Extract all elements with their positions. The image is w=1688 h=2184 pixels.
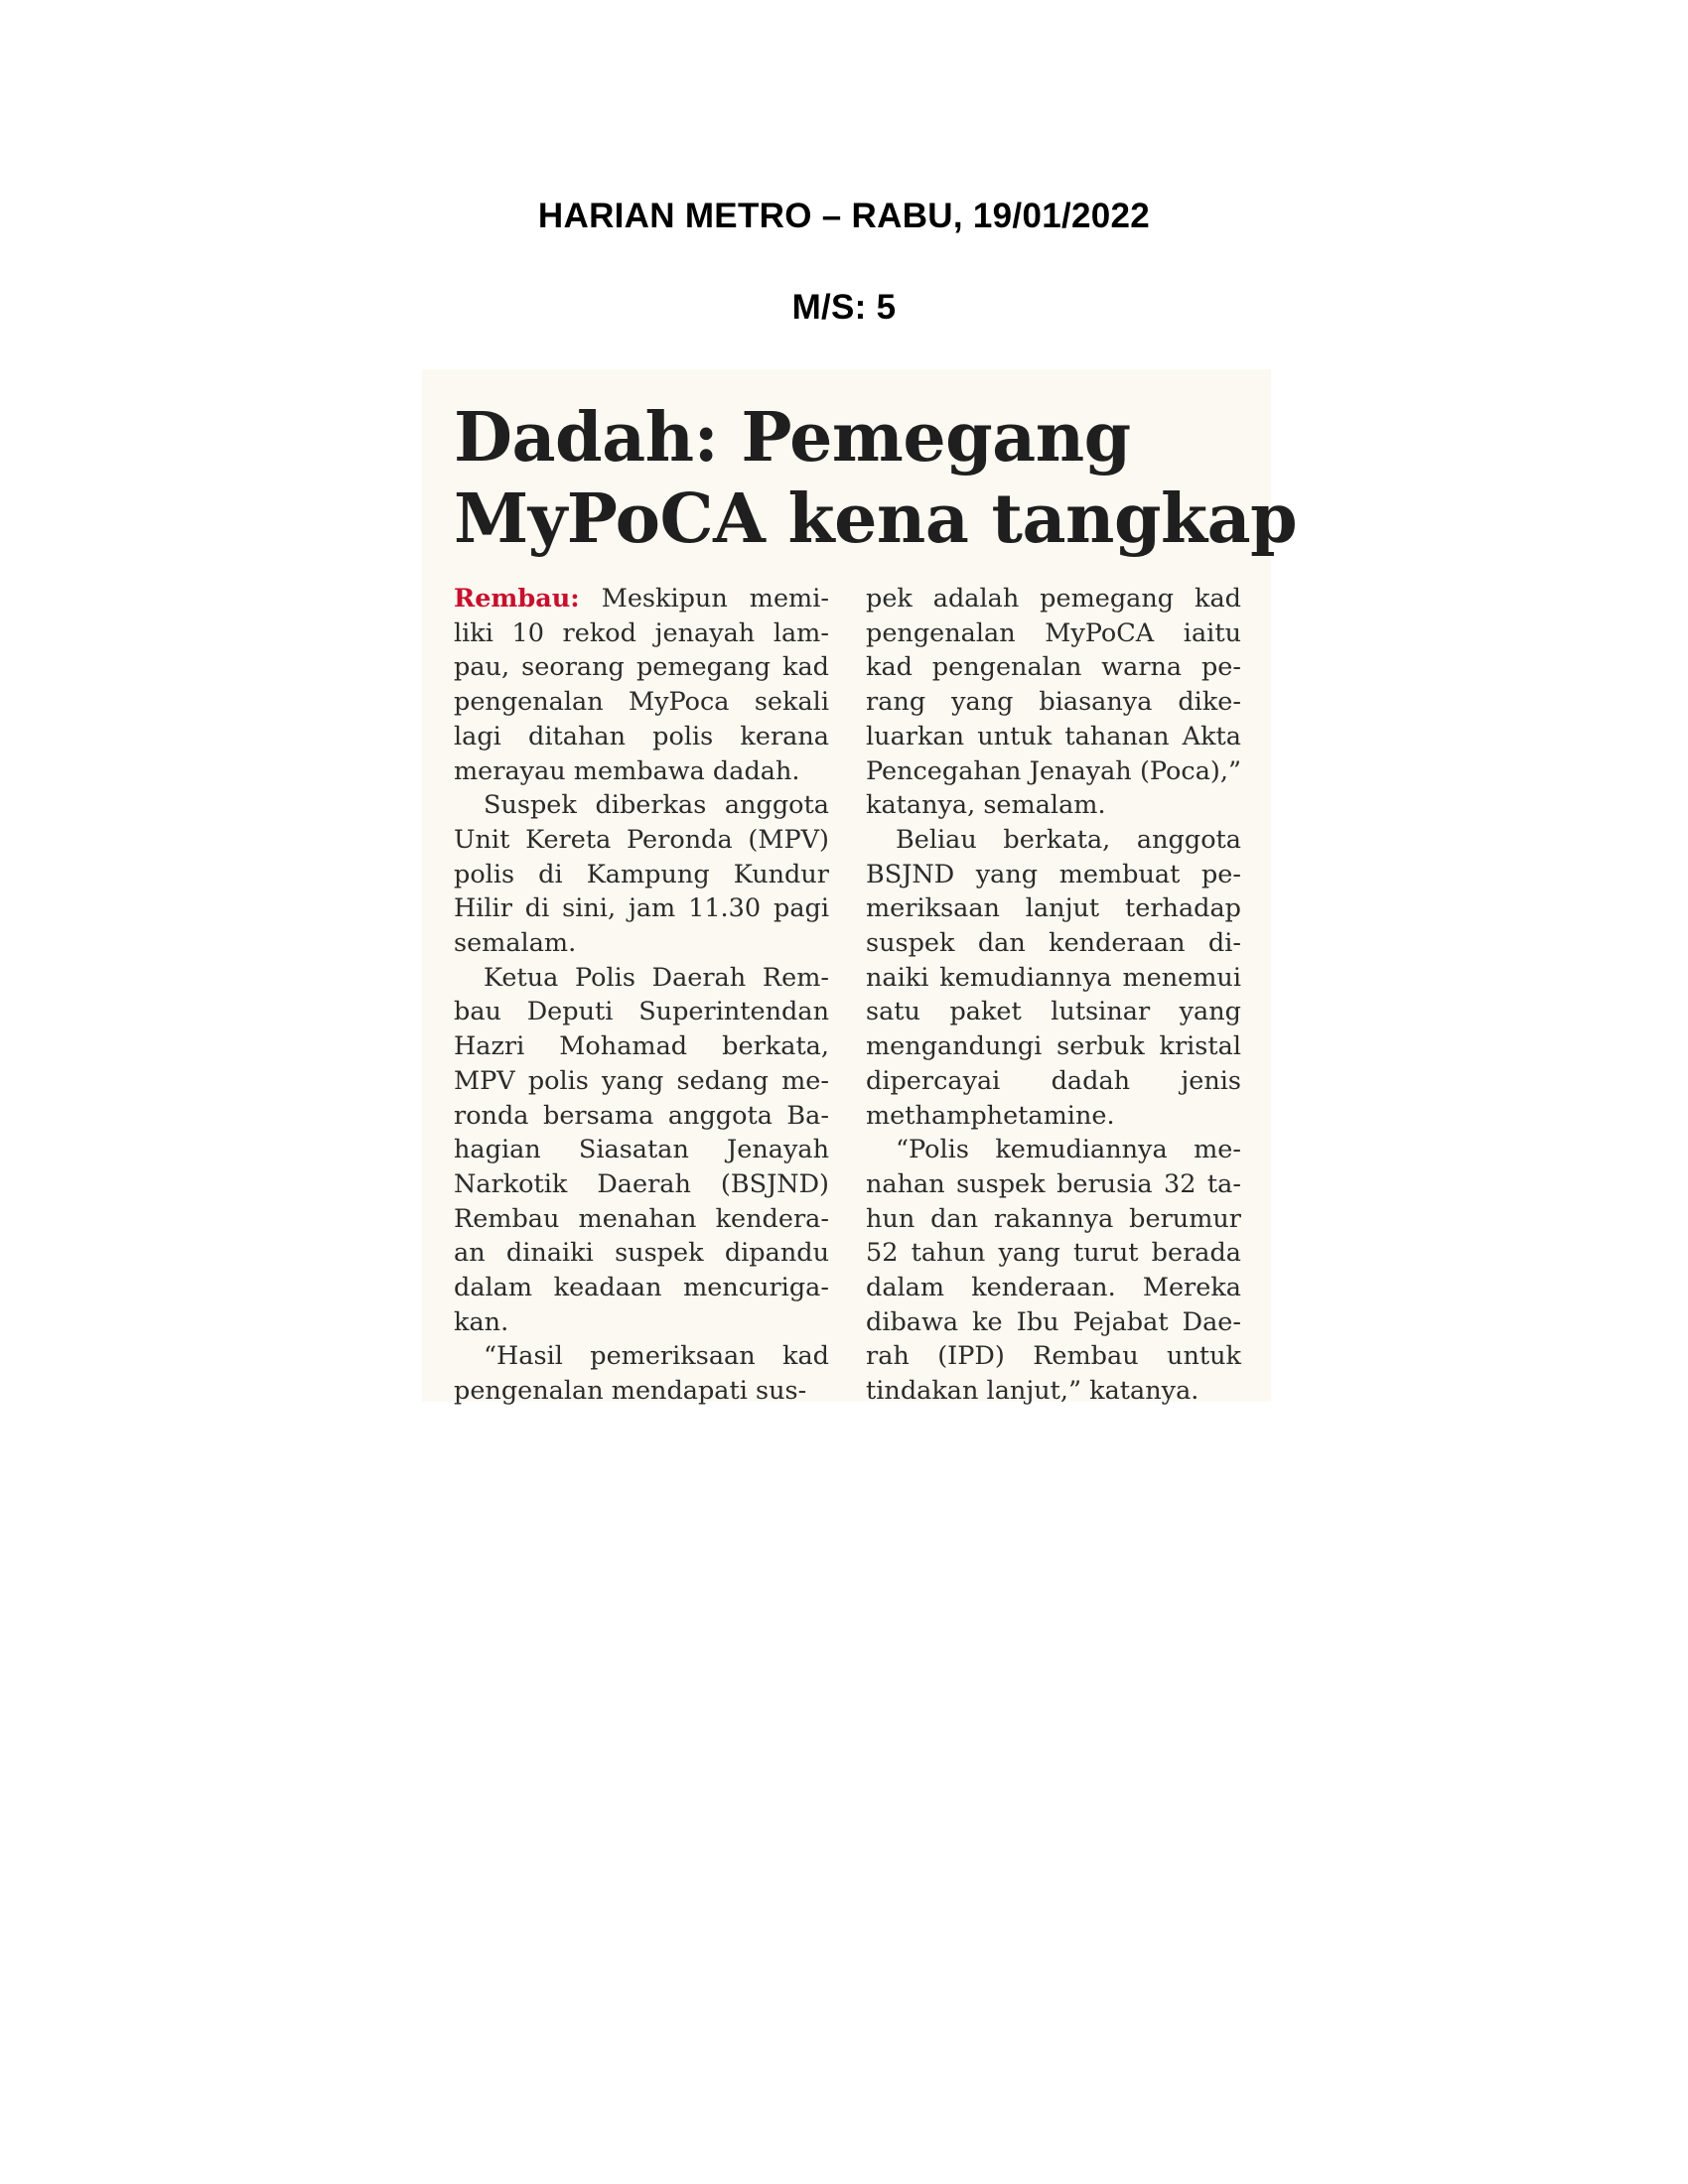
article-paragraph: “Polis kemudiannya menahan suspek berusia 32 tahun dan rakannya berumur 52 tahun yang turut berada dalam kenderaan. Mereka dibawa ke Ibu Pejabat Daerah (IPD) Rembau untuk tindakan lanjut,” katanya. [866, 1135, 1241, 1407]
article-body [454, 582, 1241, 1409]
article-column-1 [454, 582, 829, 1409]
article-paragraph: Beliau berkata, anggota BSJND yang membuat pemeriksaan lanjut terhadap suspek dan kenderaan dinaiki kemudiannya menemui satu paket lutsinar yang mengandungi serbuk kristal dipercayai dadah jenis methamphetamine. [866, 824, 1241, 1131]
paragraph-text: Meskipun memiliki 10 rekod jenayah lampau, seorang pemegang kad pengenalan MyPoca sekali lagi ditahan polis kerana merayau membawa dadah. [454, 584, 829, 786]
page-number: M/S: 5 [791, 288, 897, 327]
article-paragraph [454, 582, 829, 788]
article-paragraph: Suspek diberkas anggota Unit Kereta Peronda (MPV) polis di Kampung Kundur Hilir di sini, jam 11.30 pagi semalam. [454, 790, 829, 959]
newspaper-clipping [422, 369, 1298, 1407]
dateline: Rembau: [454, 584, 580, 614]
headline-line-2: MyPoCA kena tangkap [454, 479, 1298, 559]
article-paragraph: pek adalah pemegang kad pengenalan MyPoCA iaitu kad pengenalan warna perang yang biasanya dikeluarkan untuk tahanan Akta Pencegahan Jenayah (Poca),” katanya, semalam. [866, 584, 1241, 821]
article-paragraph: Ketua Polis Daerah Rembau Deputi Superintendan Hazri Mohamad berkata, MPV polis yang sedang meronda bersama anggota Bahagian Siasatan Jenayah Narkotik Daerah (BSJND) Rembau menahan kenderaan dinaiki suspek dipandu dalam keadaan mencurigakan. [454, 962, 829, 1337]
article-headline [454, 397, 1298, 560]
article-paragraph: “Hasil pemeriksaan kad pengenalan mendapati sus- [454, 1341, 829, 1407]
article-column-2 [866, 582, 1241, 1409]
publication-header: HARIAN METRO – RABU, 19/01/2022 [537, 197, 1151, 235]
headline-line-1: Dadah: Pemegang [454, 398, 1131, 478]
